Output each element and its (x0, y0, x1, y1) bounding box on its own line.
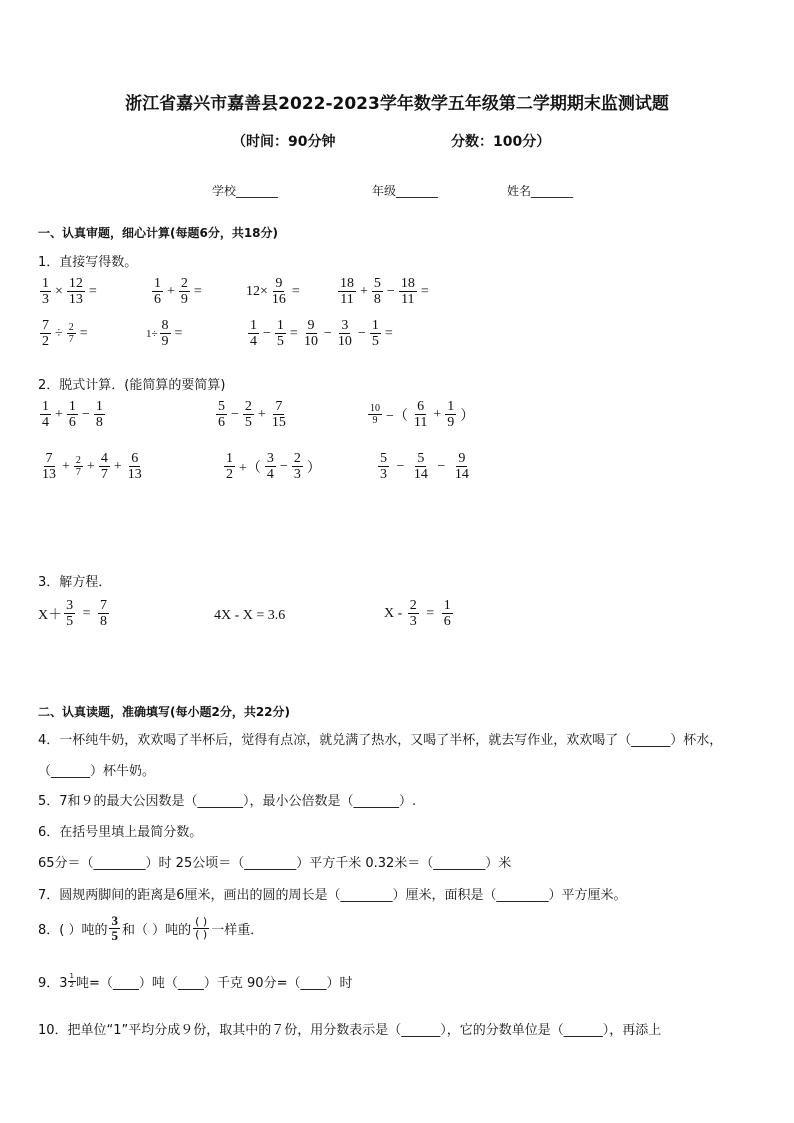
q3-equation-1: X＋ $\frac{3}{5}$ = $\frac{7}{8}$ (38, 598, 108, 630)
q1-expr-4: $\frac{18}{11}$ + $\frac{5}{8}$ − $\frac{18}{11}$ = (340, 276, 429, 308)
q2-expr-4: $\frac{7}{13}$ + $\frac{2}{7}$ + $\frac{4}{7}$ + $\frac{6}{13}$ (42, 451, 142, 483)
section2-heading: 二、认真读题，准确填写(每小题2分，共22分) (38, 705, 291, 719)
q9-part-a: 9．3 (38, 976, 68, 991)
q8-part-a: 8．( ）吨的 (38, 923, 108, 939)
q8-blank-fraction: $\frac{( )}{( )}$ (195, 915, 208, 942)
q1-expr-7: $\frac{1}{4}$ − $\frac{1}{5}$ = (250, 318, 298, 350)
q8-part-c: 一样重． (211, 923, 264, 939)
q9-fraction: $\frac{1}{2}$ (69, 972, 75, 989)
school-field: 学校_______ (212, 184, 279, 198)
section1-heading: 一、认真审题，细心计算(每题6分，共18分) (38, 226, 279, 240)
q8-fraction: $\frac{3}{5}$ (111, 913, 118, 944)
question-5: 5．7和９的最大公因数是（_______），最小公倍数是（_______）. (38, 794, 417, 809)
question-2: 2．脱式计算．(能简算的要简算) (38, 378, 226, 393)
q1-expr-5: $\frac{7}{2}$ ÷ $\frac{2}{7}$ = (42, 318, 88, 350)
question-7: 7．圆规两脚间的距离是6厘米，画出的圆的周长是（________）厘米，面积是（________）平方厘米。 (38, 888, 627, 903)
exam-score: 分数：100分） (451, 134, 551, 150)
exam-time: （时间：90分钟 (232, 134, 336, 150)
q2-expr-5: $\frac{1}{2}$ +（ $\frac{3}{4}$ − $\frac{2}{3}$ ） (226, 451, 321, 483)
q8-part-b: 和（ ）吨的 (121, 923, 192, 939)
question-1: 1．直接写得数。 (38, 255, 138, 270)
name-field: 姓名_______ (507, 184, 574, 198)
question-8 (38, 914, 263, 944)
q2-expr-3: $\frac{10}{9}$ −（ $\frac{6}{11}$ + $\frac{1}{9}$ ） (370, 399, 475, 431)
question-4-line2: （______）杯牛奶。 (38, 764, 156, 779)
question-9 (38, 972, 352, 991)
question-3: 3．解方程． (38, 575, 112, 590)
question-4-line1: 4．一杯纯牛奶，欢欢喝了半杯后，觉得有点凉，就兑满了热水，又喝了半杯，就去写作业，欢欢喝了（______）杯水， (38, 733, 723, 748)
q1-expr-3: 12× $\frac{9}{16}$ = (246, 276, 300, 308)
question-6: 6．在括号里填上最简分数。 (38, 825, 203, 840)
page-title: 浙江省嘉兴市嘉善县2022-2023学年数学五年级第二学期期末监测试题 (125, 94, 669, 114)
question-10: 10．把单位“1”平均分成９份，取其中的７份，用分数表示是（______），它的分数单位是（______），再添上 (38, 1023, 662, 1038)
q3-equation-3: X - $\frac{2}{3}$ = $\frac{1}{6}$ (384, 598, 451, 630)
q2-expr-6: $\frac{5}{3}$ − $\frac{5}{14}$ − $\frac{9}{14}$ (380, 451, 469, 483)
q9-part-b: 吨=（____）吨（____）千克 90分=（____）时 (76, 976, 353, 991)
q2-expr-1: $\frac{1}{4}$ + $\frac{1}{6}$ − $\frac{1}{8}$ (42, 399, 103, 431)
q3-equation-2: 4X - X = 3.6 (214, 608, 286, 623)
q1-expr-8: $\frac{9}{10}$ − $\frac{3}{10}$ − $\frac{1}{5}$ = (304, 318, 393, 350)
question-6-fills: 65分＝（________）时 25公顷＝（________）平方千米 0.32米＝（________）米 (38, 856, 512, 871)
q2-expr-2: $\frac{5}{6}$ − $\frac{2}{5}$ + $\frac{7}{15}$ (218, 399, 286, 431)
q1-expr-1: $\frac{1}{3}$ × $\frac{12}{13}$ = (42, 276, 97, 308)
q1-expr-2: $\frac{1}{6}$ + $\frac{2}{9}$ = (154, 276, 202, 308)
q1-expr-6: 1÷ $\frac{8}{9}$ = (146, 318, 183, 350)
grade-field: 年级_______ (372, 184, 439, 198)
